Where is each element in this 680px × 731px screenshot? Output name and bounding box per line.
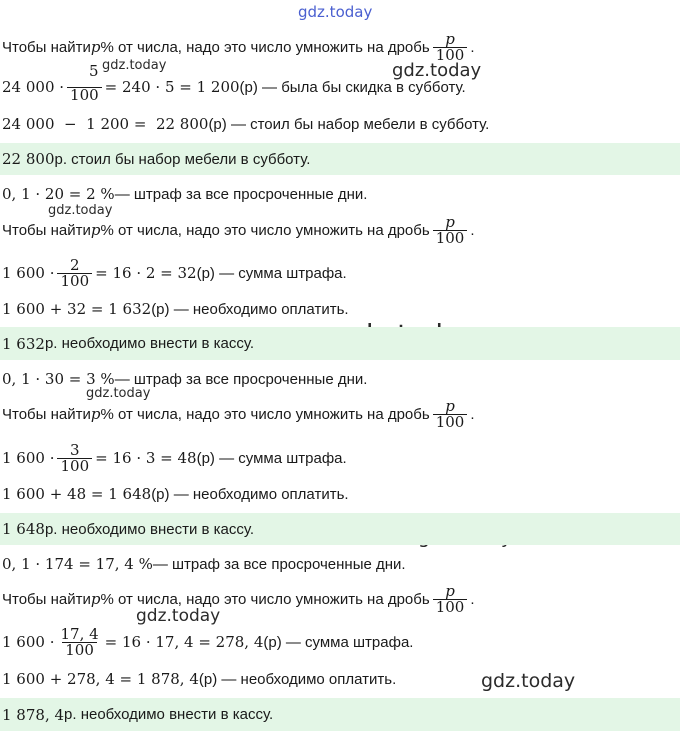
rule-line: Чтобы найти p % от числа, надо это число умножить на дробь $\frac{p}{100}$ .	[2, 212, 475, 247]
answer-row: 22 800 р. стоил бы набор мебели в субботу.	[0, 143, 680, 175]
penalty-percent-line: 0, 1 · 30 = 3 % — штраф за все просроченные дни.	[2, 370, 368, 388]
watermark: gdz.today	[481, 670, 576, 692]
answer-row: 1 648 р. необходимо внести в кассу.	[0, 513, 680, 545]
fraction-p-over-100: $\frac{p}{100}$	[433, 215, 468, 246]
rule-line: Чтобы найти p % от числа, надо это число умножить на дробь $\frac{p}{100}$ .	[2, 29, 475, 64]
calc-line-total: 1 600 + 32 = 1 632 (р) — необходимо оплатить.	[2, 300, 349, 318]
calc-line-penalty: 1 600 · $\frac{3}{100}$ = 16 · 3 = 48 (р) — сумма штрафа.	[2, 440, 347, 475]
watermark: gdz.today	[136, 606, 221, 626]
fraction-p-over-100: $\frac{p}{100}$	[433, 399, 468, 430]
answer-row: 1 632 р. необходимо внести в кассу.	[0, 327, 680, 360]
watermark: gdz.today	[48, 203, 113, 218]
penalty-percent-line: 0, 1 · 20 = 2 % — штраф за все просроченные дни.	[2, 185, 368, 203]
calc-line-penalty: 1 600 · $\frac{2}{100}$ = 16 · 2 = 32 (р) — сумма штрафа.	[2, 255, 347, 290]
watermark: gdz.today	[102, 58, 167, 73]
fraction-p-over-100: $\frac{p}{100}$	[433, 584, 468, 615]
fraction-p-over-100: $\frac{p}{100}$	[433, 32, 468, 63]
calc-line-total: 1 600 + 278, 4 = 1 878, 4 (р) — необходимо оплатить.	[2, 670, 397, 688]
calc-line-total: 1 600 + 48 = 1 648 (р) — необходимо оплатить.	[2, 485, 349, 503]
fraction: 100	[67, 72, 102, 103]
answer-row: 1 878, 4 р. необходимо внести в кассу.	[0, 698, 680, 731]
rule-line: Чтобы найти p % от числа, надо это число умножить на дробь $\frac{p}{100}$ .	[2, 581, 475, 616]
fraction-numerator: 5	[89, 62, 99, 80]
rule-line: Чтобы найти p % от числа, надо это число умножить на дробь $\frac{p}{100}$ .	[2, 396, 475, 431]
calc-line-penalty: 1 600 · $\frac{17, 4}{100}$ = 16 · 17, 4 = 278, 4 (р) — сумма штрафа.	[2, 624, 414, 659]
watermark-top: gdz.today	[298, 3, 373, 21]
watermark: gdz.today	[392, 60, 482, 81]
watermark: gdz.today	[86, 386, 151, 401]
fraction: $\frac{3}{100}$	[57, 443, 92, 474]
fraction: $\frac{17, 4}{100}$	[60, 624, 99, 659]
calc-line-price: 24 000 − 1 200 = 22 800 (р) — стоил бы набор мебели в субботу.	[2, 115, 490, 133]
penalty-percent-line: 0, 1 · 174 = 17, 4 % — штраф за все просроченные дни.	[2, 555, 406, 573]
fraction: $\frac{2}{100}$	[57, 258, 92, 289]
calc-line-discount: 24 000 · 100 = 240 · 5 = 1 200 (р) — была бы скидка в субботу.	[0, 68, 680, 106]
